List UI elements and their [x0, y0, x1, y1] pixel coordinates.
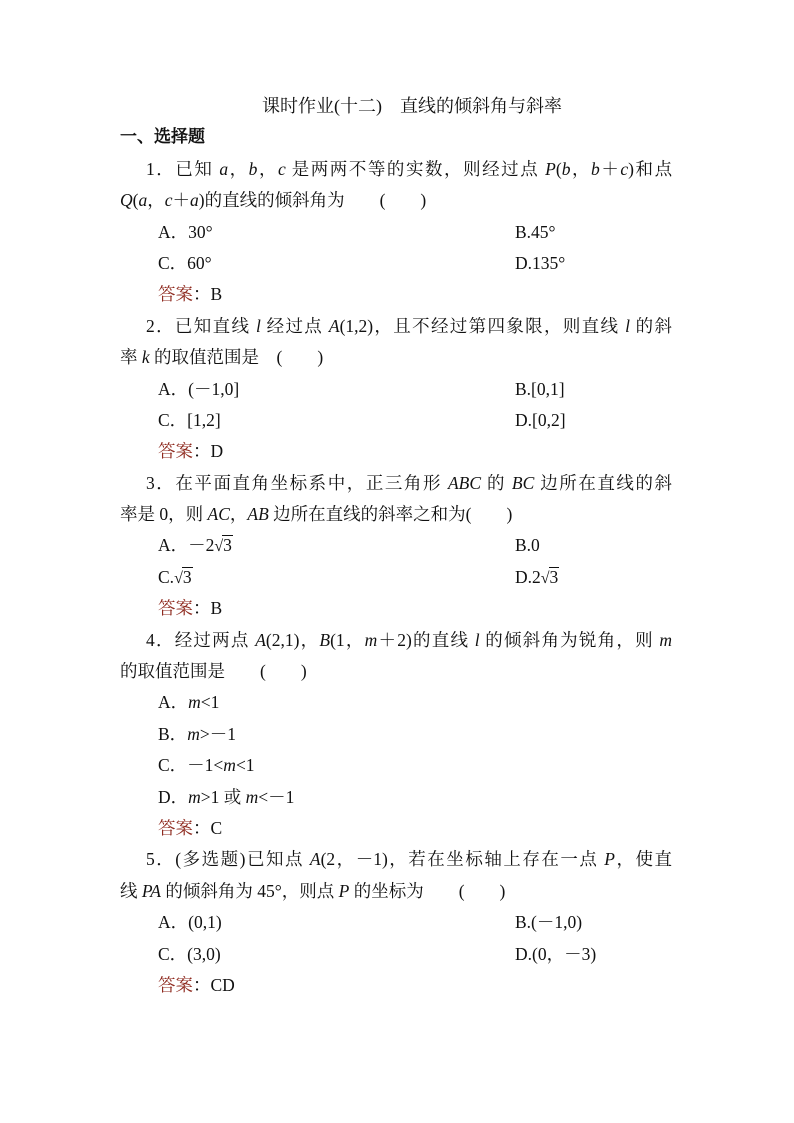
radical-sign-icon: √	[540, 569, 550, 587]
text-segment: (2，－1)，若在坐标轴上存在一点	[320, 849, 605, 870]
italic-variable: a	[219, 158, 229, 179]
italic-variable: P	[545, 158, 556, 179]
text-segment: B.45°	[515, 221, 556, 242]
text-segment: <－1	[258, 786, 295, 807]
text-segment: 是两两不等的实数，则经过点	[285, 158, 546, 179]
radicand: 3	[223, 535, 232, 556]
italic-variable: AC	[207, 504, 230, 525]
text-segment: ＋2)的直线	[377, 629, 475, 650]
section-heading: 一、选择题	[120, 127, 205, 148]
text-segment: C．[1,2]	[158, 409, 221, 430]
q5-option-a	[158, 907, 515, 938]
square-root	[541, 567, 560, 587]
text-segment: D.(0，－3)	[515, 943, 597, 964]
q2-option-a	[158, 374, 515, 405]
answer-value: B	[210, 284, 223, 305]
text-segment: 5．(多选题)已知点	[146, 849, 310, 870]
text-segment: B.0	[515, 535, 540, 556]
answer-separator: ：	[193, 817, 211, 838]
italic-variable: BC	[511, 472, 535, 493]
answer-row	[120, 593, 672, 624]
text-segment: ，使直	[614, 849, 673, 870]
answer-label: 答案	[158, 598, 193, 619]
italic-variable: P	[338, 880, 350, 901]
text-segment: A．	[158, 692, 189, 713]
text-segment: (1,2)，且不经过第四象限，则直线	[339, 315, 626, 336]
radical-sign-icon: √	[174, 569, 183, 587]
answer-row	[120, 279, 672, 310]
radicand: 3	[182, 566, 192, 587]
question-stem-line	[120, 185, 672, 216]
answer-label: 答案	[158, 817, 193, 838]
q1-option-b	[515, 217, 556, 248]
question-stem-line	[120, 342, 672, 373]
text-segment: C．60°	[158, 252, 212, 273]
italic-variable: l	[625, 315, 630, 336]
text-segment: >－1	[199, 723, 236, 744]
italic-variable: ABC	[447, 472, 482, 493]
text-segment: ，	[257, 158, 279, 179]
text-segment: (2,1)，	[265, 629, 320, 650]
italic-variable: AB	[247, 504, 269, 525]
answer-separator: ：	[193, 284, 211, 305]
italic-variable: l	[256, 315, 261, 336]
italic-variable: c	[164, 190, 173, 211]
q4-option-c	[158, 750, 255, 781]
q2-option-d	[515, 405, 566, 436]
answer-separator: ：	[193, 598, 211, 619]
option-row	[120, 719, 672, 750]
text-segment: 的倾斜角为 45°，则点	[161, 880, 339, 901]
page-title: 课时作业(十二) 直线的倾斜角与斜率	[262, 96, 562, 116]
italic-variable: a	[138, 190, 148, 211]
italic-variable: b	[561, 158, 571, 179]
q4-option-b	[158, 719, 236, 750]
q3-option-d	[515, 562, 559, 593]
answer-value: B	[210, 598, 223, 619]
q3-option-c	[158, 562, 515, 593]
italic-variable: c	[620, 158, 629, 179]
text-segment: C.	[158, 566, 175, 587]
text-segment: <1	[200, 692, 220, 713]
question-5	[120, 844, 672, 1001]
italic-variable: b	[248, 158, 258, 179]
text-segment: B．	[158, 723, 188, 744]
italic-variable: k	[141, 347, 150, 368]
question-stem-line	[120, 656, 672, 687]
text-segment: B.[0,1]	[515, 378, 565, 399]
question-stem-line	[120, 625, 672, 656]
text-segment: )的直线的倾斜角为 ( )	[198, 190, 427, 211]
q2-option-c	[158, 405, 515, 436]
text-segment: D.2	[515, 566, 541, 587]
radical-sign-icon: √	[214, 538, 224, 556]
q1-option-c	[158, 248, 515, 279]
q3-option-a	[158, 530, 515, 561]
italic-variable: a	[190, 190, 199, 211]
text-segment: <1	[235, 755, 255, 776]
option-row	[120, 530, 672, 561]
italic-variable: m	[188, 692, 201, 713]
text-segment: ＋	[599, 158, 621, 179]
italic-variable: m	[223, 755, 236, 776]
question-stem-line	[120, 468, 672, 499]
text-segment: 率	[120, 347, 142, 368]
option-row	[120, 687, 672, 718]
text-segment: (	[132, 190, 139, 211]
q4-option-d	[158, 782, 294, 813]
text-segment: >1 或	[200, 786, 246, 807]
text-segment: ，	[228, 158, 249, 179]
answer-row	[120, 970, 672, 1001]
answer-label: 答案	[158, 974, 193, 995]
q1-option-a	[158, 217, 515, 248]
italic-variable: P	[604, 849, 615, 870]
square-root	[174, 567, 193, 587]
q1-option-d	[515, 248, 565, 279]
option-row	[120, 907, 672, 938]
italic-variable: m	[187, 723, 200, 744]
text-segment: 的斜	[629, 315, 673, 336]
question-stem-line	[120, 154, 672, 185]
italic-variable: b	[591, 158, 600, 179]
text-segment: ，	[147, 190, 165, 211]
text-segment: (	[555, 158, 562, 179]
text-segment: 边所在直线的斜率之和为( )	[268, 504, 513, 525]
text-segment: A．(－1,0]	[158, 378, 240, 399]
text-segment: ，	[570, 158, 592, 179]
answer-row	[120, 436, 672, 467]
answer-value: C	[210, 817, 223, 838]
text-segment: A．－2	[158, 535, 215, 556]
answer-row	[120, 813, 672, 844]
italic-variable: c	[278, 158, 286, 179]
option-row	[120, 217, 672, 248]
option-row	[120, 374, 672, 405]
answer-value: D	[210, 441, 224, 462]
answer-label: 答案	[158, 441, 193, 462]
q5-option-c	[158, 939, 515, 970]
text-segment: )和点	[628, 158, 673, 179]
text-segment: B.(－1,0)	[515, 912, 583, 933]
italic-variable: B	[319, 629, 331, 650]
text-segment: A．(0,1)	[158, 912, 222, 933]
question-stem-line	[120, 311, 672, 342]
question-4	[120, 625, 672, 845]
q3-option-b	[515, 530, 540, 561]
question-stem-line	[120, 876, 672, 907]
text-segment: 的取值范围是 ( )	[149, 347, 324, 368]
question-1	[120, 154, 672, 311]
square-root	[214, 535, 233, 555]
text-segment: 的坐标为 ( )	[349, 880, 506, 901]
answer-label: 答案	[158, 284, 193, 305]
italic-variable: m	[245, 786, 259, 807]
text-segment: C．(3,0)	[158, 943, 221, 964]
text-segment: 的取值范围是 ( )	[120, 661, 307, 682]
radicand: 3	[549, 566, 559, 587]
text-segment: 4．经过两点	[146, 629, 256, 650]
answer-value: CD	[210, 974, 235, 995]
text-segment: 率是 0，则	[120, 504, 208, 525]
question-3	[120, 468, 672, 625]
question-2	[120, 311, 672, 468]
question-stem-line	[120, 844, 672, 875]
option-row	[120, 405, 672, 436]
text-segment: D.135°	[515, 252, 566, 273]
text-segment: D.[0,2]	[515, 409, 566, 430]
text-segment: 经过点	[260, 315, 329, 336]
text-segment: (1，	[330, 629, 365, 650]
text-segment: 3．在平面直角坐标系中，正三角形	[146, 472, 448, 493]
option-row	[120, 782, 672, 813]
option-row	[120, 562, 672, 593]
text-segment: ，	[229, 504, 248, 525]
text-segment: D．	[158, 786, 189, 807]
italic-variable: m	[659, 629, 673, 650]
option-row	[120, 750, 672, 781]
italic-variable: A	[309, 849, 321, 870]
italic-variable: m	[188, 786, 201, 807]
answer-separator: ：	[193, 441, 211, 462]
option-row	[120, 939, 672, 970]
italic-variable: l	[474, 629, 480, 650]
worksheet-content	[120, 91, 672, 1001]
italic-variable: A	[255, 629, 266, 650]
italic-variable: PA	[141, 880, 161, 901]
text-segment: 1．已知	[146, 158, 220, 179]
answer-separator: ：	[193, 974, 211, 995]
italic-variable: Q	[120, 190, 133, 211]
italic-variable: m	[364, 629, 378, 650]
text-segment: 的倾斜角为锐角，则	[479, 629, 660, 650]
question-stem-line	[120, 499, 672, 530]
option-row	[120, 248, 672, 279]
text-segment: ＋	[172, 190, 190, 211]
text-segment: 边所在直线的斜	[534, 472, 673, 493]
text-segment: C．－1<	[158, 755, 224, 776]
q5-option-d	[515, 939, 596, 970]
q4-option-a	[158, 687, 219, 718]
q5-option-b	[515, 907, 582, 938]
text-segment: 2．已知直线	[146, 315, 257, 336]
text-segment: 的	[481, 472, 512, 493]
text-segment: A．30°	[158, 221, 213, 242]
italic-variable: A	[328, 315, 340, 336]
q2-option-b	[515, 374, 565, 405]
questions-list	[120, 154, 672, 1002]
text-segment: 线	[120, 880, 142, 901]
